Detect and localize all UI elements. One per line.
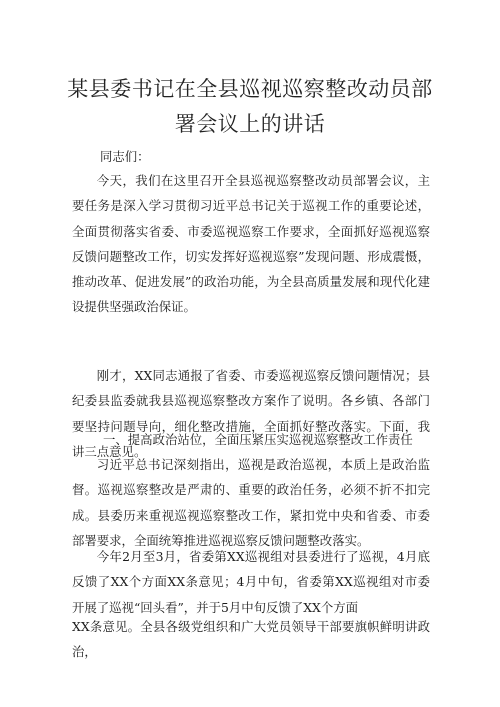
paragraph-3-block xyxy=(72,452,430,553)
paragraph-2: 刚才，XX同志通报了省委、市委巡视巡察反馈问题情况；县纪委县监委就我县巡视巡察整改方案作了说明。各乡镇、各部门要坚持问题导向，细化整改措施，全面抓好整改落实。下面，我讲三点意见。 xyxy=(72,368,430,459)
document-title-line2: 署会议上的讲话 xyxy=(174,112,326,136)
paragraph-5: XX条意见。全县各级党组织和广大党员领导干部要旗帜鲜明讲政治， xyxy=(72,619,430,660)
greeting: 同志们： xyxy=(100,149,150,164)
paragraph-5-block xyxy=(72,614,430,665)
paragraph-4-block xyxy=(72,544,430,620)
document-title-line1: 某县委书记在全县巡视巡察整改动员部 xyxy=(67,77,433,101)
paragraph-1-block xyxy=(72,168,430,320)
paragraph-2-block xyxy=(72,363,430,464)
paragraph-3: 习近平总书记深刻指出，巡视是政治巡视，本质上是政治监督。巡视巡察整改是严肃的、重要的政治任务，必须不折不扣完成。县委历来重视巡视巡察整改工作，紧扣党中央和省委、市委部署要求，全面统筹推进巡视巡察反馈问题整改落实。 xyxy=(72,457,430,548)
section-heading: 一、提高政治站位，全面压紧压实巡视巡察整改工作责任 xyxy=(103,432,413,447)
paragraph-4: 今年2月至3月，省委第XX巡视组对县委进行了巡视，4月底反馈了XX个方面XX条意见；4月中旬，省委第XX巡视组对市委开展了巡视“回头看”，并于5月中旬反馈了XX个方面 xyxy=(72,549,430,615)
paragraph-1: 今天，我们在这里召开全县巡视巡察整改动员部署会议，主要任务是深入学习贯彻习近平总书记关于巡视工作的重要论述，全面贯彻落实省委、市委巡视巡察工作要求，全面抓好巡视巡察反馈问题整改工作，切实发挥好巡视巡察”发现问题、形成震慑，推动改革、促进发展”的政治功能，为全县高质量发展和现代化建设提供坚强政治保证。 xyxy=(72,173,430,315)
